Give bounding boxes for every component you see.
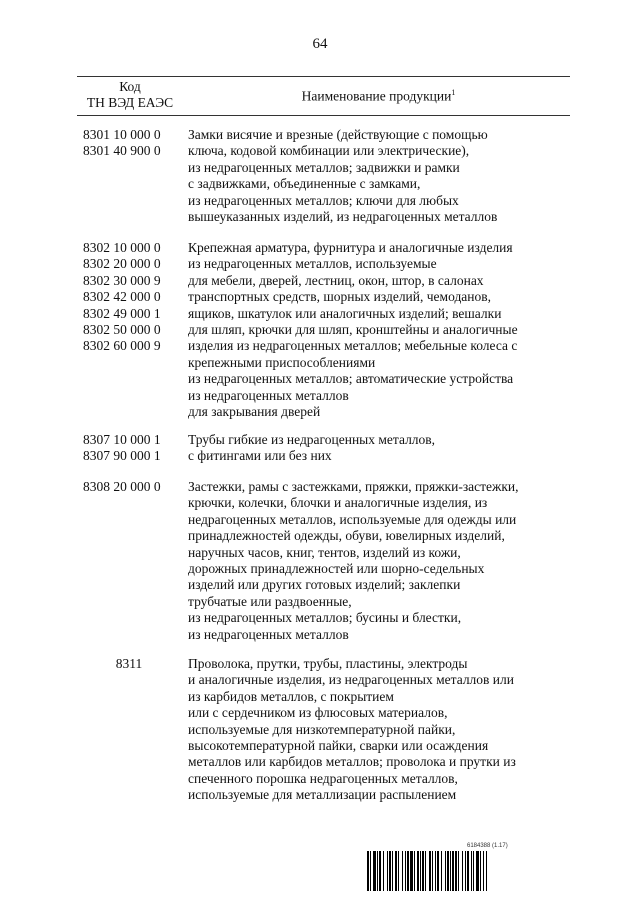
description-line: ящиков, шкатулок или аналогичных изделий; вешалки: [188, 305, 502, 321]
description-line: трубчатые или раздвоенные,: [188, 593, 352, 609]
description-line: Проволока, прутки, трубы, пластины, электроды: [188, 656, 468, 671]
code-value: 8302 42 000 0: [83, 289, 161, 305]
row-codes: [83, 432, 175, 465]
code-value: 8302 50 000 0: [83, 322, 161, 338]
description-line: из недрагоценных металлов; бусины и блестки,: [188, 610, 462, 626]
barcode-image: [367, 851, 567, 891]
header-name-label: Наименование продукции: [301, 88, 452, 104]
description-line: вышеуказанных изделий, из недрагоценных металлов: [188, 209, 498, 225]
row-description: [188, 432, 573, 465]
description-line: или с сердечником из флюсовых материалов,: [188, 705, 448, 721]
description-line: транспортных средств, шорных изделий, чемоданов,: [188, 289, 492, 305]
barcode-block: [367, 843, 567, 893]
description-line: используемые для низкотемпературной пайки,: [188, 721, 456, 737]
description-line: используемые для металлизации распылением: [188, 787, 457, 803]
description-line: Замки висячие и врезные (действующие с помощью: [188, 127, 488, 142]
description-line: для мебели, дверей, лестниц, окон, штор, в салонах: [188, 272, 484, 288]
description-line: принадлежностей одежды, обуви, ювелирных изделий,: [188, 528, 505, 544]
row-description: [188, 656, 573, 804]
description-line: Застежки, рамы с застежками, пряжки, пряжки-застежки,: [188, 479, 519, 494]
row-codes: [83, 240, 175, 355]
row-description: [188, 240, 573, 420]
code-value: 8302 30 000 9: [83, 272, 161, 288]
code-value: 8302 20 000 0: [83, 256, 161, 272]
barcode-number: 6184388 (1.17): [467, 843, 508, 849]
description-line: высокотемпературной пайки, сварки или осаждения: [188, 738, 489, 754]
description-line: изделий или других готовых изделий; заклепки: [188, 577, 461, 593]
header-footnote-mark: 1: [451, 88, 456, 97]
description-line: недрагоценных металлов, используемые для одежды или: [188, 511, 517, 527]
row-codes: [83, 656, 175, 672]
description-line: изделия из недрагоценных металлов; мебельные колеса с: [188, 338, 518, 354]
code-value: 8302 10 000 0: [83, 240, 161, 255]
description-line: Крепежная арматура, фурнитура и аналогичные изделия: [188, 240, 513, 255]
table-header: [77, 76, 570, 116]
code-value: 8307 90 000 1: [83, 448, 161, 464]
description-line: спеченного порошка недрагоценных металлов,: [188, 770, 458, 786]
description-line: и аналогичные изделия, из недрагоценных металлов или: [188, 672, 514, 688]
code-value: 8301 10 000 0: [83, 127, 161, 142]
code-value: 8311: [115, 656, 143, 671]
code-value: 8308 20 000 0: [83, 479, 161, 494]
row-codes: [83, 127, 175, 160]
description-line: дорожных принадлежностей или шорно-седельных: [188, 561, 485, 577]
row-description: [188, 127, 573, 225]
code-value: 8302 49 000 1: [83, 305, 161, 321]
page-number: 64: [312, 36, 328, 52]
code-value: 8307 10 000 1: [83, 432, 161, 447]
description-line: Трубы гибкие из недрагоценных металлов,: [188, 432, 436, 447]
header-name-column: [187, 88, 570, 105]
description-line: из недрагоценных металлов, используемые: [188, 256, 437, 272]
description-line: для закрывания дверей: [188, 404, 321, 420]
description-line: с фитингами или без них: [188, 448, 332, 464]
header-code-line2: ТН ВЭД ЕАЭС: [86, 95, 174, 110]
description-line: металлов или карбидов металлов; проволока и прутки из: [188, 754, 516, 770]
row-codes: [83, 479, 175, 495]
header-code-line1: Код: [119, 79, 141, 94]
description-line: наручных часов, книг, тентов, изделий из кожи,: [188, 544, 461, 560]
description-line: для шляп, крючки для шляп, кронштейны и аналогичные: [188, 322, 518, 338]
code-value: 8302 60 000 9: [83, 338, 161, 354]
description-line: из недрагоценных металлов: [188, 626, 349, 642]
row-description: [188, 479, 573, 643]
description-line: из недрагоценных металлов: [188, 387, 349, 403]
description-line: из карбидов металлов, с покрытием: [188, 688, 394, 704]
code-value: 8301 40 900 0: [83, 143, 161, 159]
description-line: крепежными приспособлениями: [188, 354, 376, 370]
description-line: крючки, колечки, блочки и аналогичные изделия, из: [188, 495, 488, 511]
header-code-column: [77, 79, 183, 111]
description-line: ключа, кодовой комбинации или электрические),: [188, 143, 470, 159]
description-line: из недрагоценных металлов; задвижки и рамки: [188, 159, 460, 175]
description-line: из недрагоценных металлов; ключи для любых: [188, 192, 459, 208]
description-line: с задвижками, объединенные с замками,: [188, 176, 421, 192]
description-line: из недрагоценных металлов; автоматические устройства: [188, 371, 514, 387]
